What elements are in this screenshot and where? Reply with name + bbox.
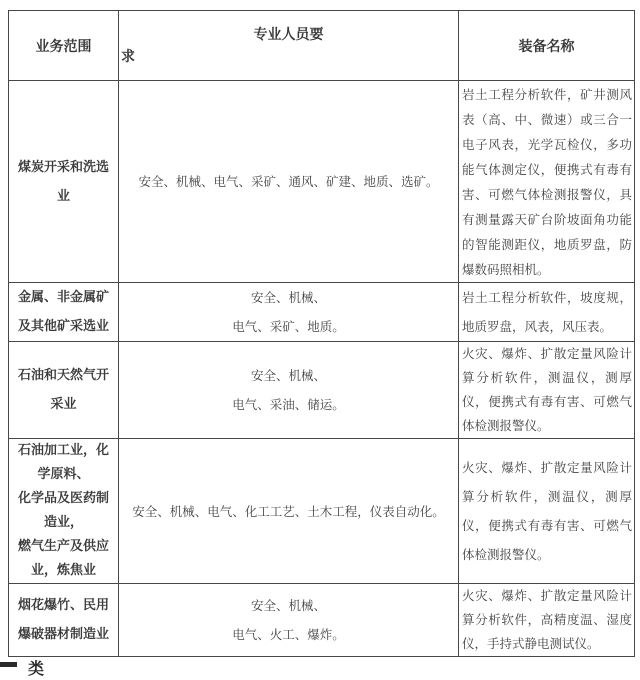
cell-line: 电气、采油、储运。 xyxy=(232,397,345,412)
scope-cell xyxy=(9,283,119,342)
table-row xyxy=(9,584,635,657)
cell-line: 烟花爆竹、民用 xyxy=(17,598,109,613)
equipment-cell: 岩土工程分析软件，坡度规，地质罗盘，风表，风压表。 xyxy=(459,283,635,342)
qualification-requirements-table xyxy=(8,10,635,657)
equipment-cell: 火灾、爆炸、扩散定量风险计算分析软件，测温仪，测厚仪，便携式有毒有害、可燃气体检测报警仪。 xyxy=(459,342,635,439)
cell-line: 石油加工业，化 xyxy=(17,443,109,458)
header-equipment-name: 装备名称 xyxy=(459,11,635,81)
cell-line: 安全、机械、电气、采矿、通风、矿建、地质、选矿。 xyxy=(138,174,439,189)
cell-line: 安全、机械、 xyxy=(250,598,326,613)
cell-line: 燃气生产及供应 xyxy=(17,539,109,554)
personnel-cell xyxy=(119,283,459,342)
header-personnel-line1: 专业人员要 xyxy=(253,26,324,43)
cell-line: 爆破器材制造业 xyxy=(17,627,109,642)
cell-line: 及其他矿采选业 xyxy=(17,319,109,334)
header-personnel-requirements xyxy=(119,11,459,81)
scope-cell xyxy=(9,342,119,439)
equipment-cell: 火灾、爆炸、扩散定量风险计算分析软件，测温仪，测厚仪，便携式有毒有害、可燃气体检测报警仪。 xyxy=(459,439,635,584)
cell-line: 化学品及医药制 xyxy=(17,491,109,506)
cell-line: 造业， xyxy=(43,515,83,530)
personnel-cell xyxy=(119,342,459,439)
table-row xyxy=(9,342,635,439)
equipment-cell: 火灾、爆炸、扩散定量风险计算分析软件，高精度温、湿度仪，手持式静电测试仪。 xyxy=(459,584,635,657)
personnel-cell xyxy=(119,439,459,584)
clipped-text-block xyxy=(0,662,17,667)
table-row xyxy=(9,439,635,584)
cell-line: 业 xyxy=(56,188,70,204)
cell-line: 学原料、 xyxy=(37,467,90,482)
cell-line: 安全、机械、 xyxy=(250,290,326,305)
cell-line: 石油和天然气开 xyxy=(17,368,109,383)
header-business-scope: 业务范围 xyxy=(9,11,119,81)
header-row xyxy=(9,11,635,81)
cell-line: 电气、采矿、地质。 xyxy=(232,319,345,334)
cell-line: 安全、机械、电气、化工工艺、土木工程，仪表自动化。 xyxy=(132,503,445,519)
equipment-cell: 岩土工程分析软件，矿井测风表（高、中、微速）或三合一电子风表，光学瓦检仪，多功能气体测定仪，便携式有毒有害、可燃气体检测报警仪，具有测量露天矿台阶坡面角功能的智能测距仪，地质罗盘，防爆数码照相机。 xyxy=(459,81,635,283)
cell-line: 电气、火工、爆炸。 xyxy=(232,627,345,642)
page-bottom-clipped-line xyxy=(0,659,120,678)
clipped-character: 类 xyxy=(28,659,45,678)
cell-line: 业，炼焦业 xyxy=(30,563,96,578)
cell-line: 煤炭开采和洗选 xyxy=(17,159,109,175)
cell-line: 安全、机械、 xyxy=(250,368,326,383)
personnel-cell xyxy=(119,81,459,283)
scope-cell xyxy=(9,439,119,584)
personnel-cell xyxy=(119,584,459,657)
table-row xyxy=(9,81,635,283)
table-row xyxy=(9,283,635,342)
scope-cell xyxy=(9,584,119,657)
cell-line: 采业 xyxy=(50,397,77,412)
header-personnel-line2: 求 xyxy=(121,48,135,65)
scope-cell xyxy=(9,81,119,283)
cell-line: 金属、非金属矿 xyxy=(17,290,109,305)
